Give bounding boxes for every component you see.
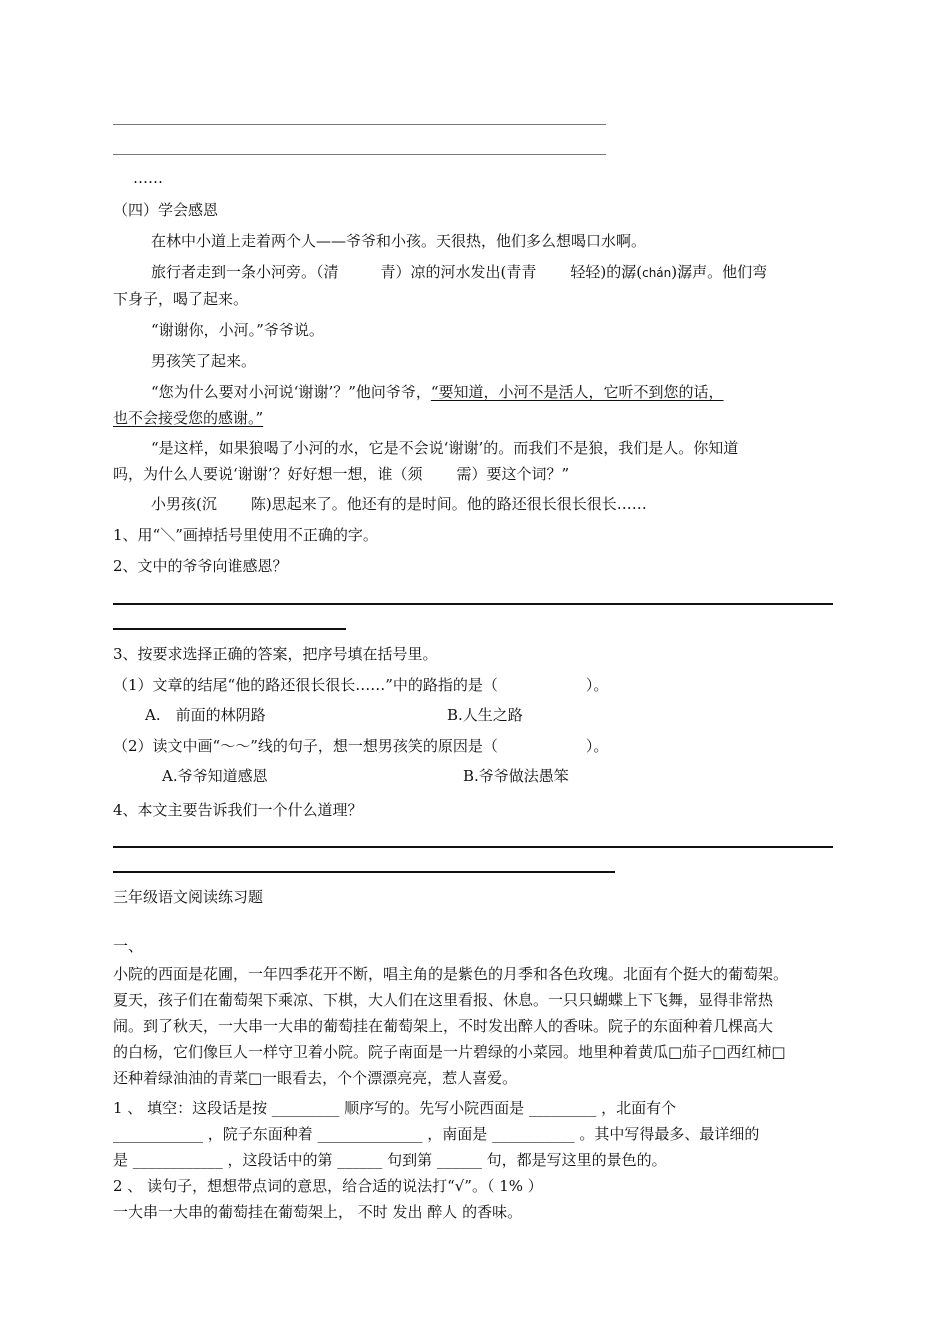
question-text: ）。 [585,737,609,755]
passage-line: 闹。到了秋天，一大串一大串的葡萄挂在葡萄架上，不时发出醉人的香味。院子的东面种着几棵高大 [113,1017,774,1035]
passage-line: 夏天，孩子们在葡萄架下乘凉、下棋，大人们在这里看报、休息。一只只蝴蝶上下飞舞，显得非常热 [113,991,774,1009]
question-3-2 [113,736,608,756]
question-text: 1 、 填空：这段话是按 _________ 顺序写的。先写小院西面是 _________ ，北面有个 [113,1099,677,1117]
passage-line: 小院的西面是花圃，一年四季花开不断，唱主角的是紫色的月季和各色玫瑰。北面有个挺大的葡萄架。 [113,965,789,983]
story-text: 下身子，喝了起来。 [113,290,249,308]
question-text: ____________ ，院子东面种着 ______________ ，南面是 ___________ 。其中写得最多、最详细的 [113,1125,760,1143]
story-text: 需）要这个词？” [456,465,570,483]
worksheet-title: 三年级语文阅读练习题 [113,888,264,906]
question-4: 4、本文主要告诉我们一个什么道理？ [113,801,363,819]
story-paragraph: 在林中小道上走着两个人——爷爷和小孩。天很热，他们多么想喝口水啊。 [151,232,647,250]
question-1: 1、用“＼”画掉括号里使用不正确的字。 [113,526,378,544]
fill-in-question [113,1098,676,1118]
answer-line[interactable] [113,871,615,873]
story-paragraph [151,262,767,283]
sentence: 一大串一大串的葡萄挂在葡萄架上， 不时 发出 醉人 的香味。 [113,1203,523,1221]
question-2-part1: 2 、 读句子，想想带点词的意思，给合适的说法打“√”。（ 1% ） [113,1177,543,1195]
story-paragraph: 男孩笑了起来。 [151,352,257,370]
question-text: ）。 [585,676,609,694]
part-label: 一、 [113,937,144,955]
answer-line [113,154,606,155]
question-3-1 [113,675,608,695]
fill-in-question [113,1150,667,1170]
option-a: A.爷爷知道感恩 [162,767,268,785]
option-b: B.人生之路 [447,706,523,724]
answer-line [113,124,606,125]
section-title: （四）学会感恩 [113,201,219,219]
underlined-sentence: “要知道，小河不是活人，它听不到您的话， [430,383,724,401]
fill-in-question [113,1124,759,1144]
passage-line: 的白杨，它们像巨人一样守卫着小院。院子南面是一片碧绿的小菜园。地里种着黄瓜□茄子□西红柿□ [113,1043,786,1061]
story-paragraph [151,494,647,514]
story-text: )潺声。他们弯 [671,263,768,281]
story-text: “您为什么要对小河说‘谢谢’？”他问爷爷， [151,383,431,401]
story-paragraph [113,464,569,484]
story-text: 陈)思起来了。他还有的是时间。他的路还很长很长很长…… [250,495,647,513]
story-paragraph: “谢谢你，小河。”爷爷说。 [151,321,324,339]
story-text: 小男孩(沉 [151,495,217,513]
pinyin: chán [642,266,672,280]
answer-line[interactable] [113,603,833,605]
question-2: 2、文中的爷爷向谁感恩？ [113,557,288,575]
story-text: 吗，为什么人要说‘谢谢’？好好想一想，谁（须 [113,465,423,483]
story-text: 旅行者走到一条小河旁。（清 [151,263,339,281]
story-text: 轻轻)的潺( [570,263,643,281]
passage-line: 还种着绿油油的青菜□一眼看去，个个漂漂亮亮，惹人喜爱。 [113,1069,518,1087]
story-text: 青）凉的河水发出(青青 [380,263,537,281]
underlined-sentence: 也不会接受您的感谢。” [113,409,264,427]
story-paragraph: “是这样，如果狼喝了小河的水，它是不会说‘谢谢’的。而我们不是狼，我们是人。你知道 [151,439,739,457]
reading-passage [113,961,846,1091]
ellipsis: …… [133,169,163,187]
answer-line[interactable] [113,628,346,630]
option-b: B.爷爷做法愚笨 [463,767,569,785]
question-text: （2）读文中画“～～”线的句子，想一想男孩笑的原因是（ [113,737,498,755]
answer-line[interactable] [113,846,833,848]
question-3: 3、按要求选择正确的答案，把序号填在括号里。 [113,645,438,663]
option-a: A. 前面的林阴路 [145,706,266,724]
story-paragraph [151,382,724,402]
question-text: 是 ____________ ，这段话中的第 ______ 句到第 ______ 句，都是写这里的景色的。 [113,1151,667,1169]
question-text: （1）文章的结尾“他的路还很长很长……”中的路指的是（ [113,676,498,694]
